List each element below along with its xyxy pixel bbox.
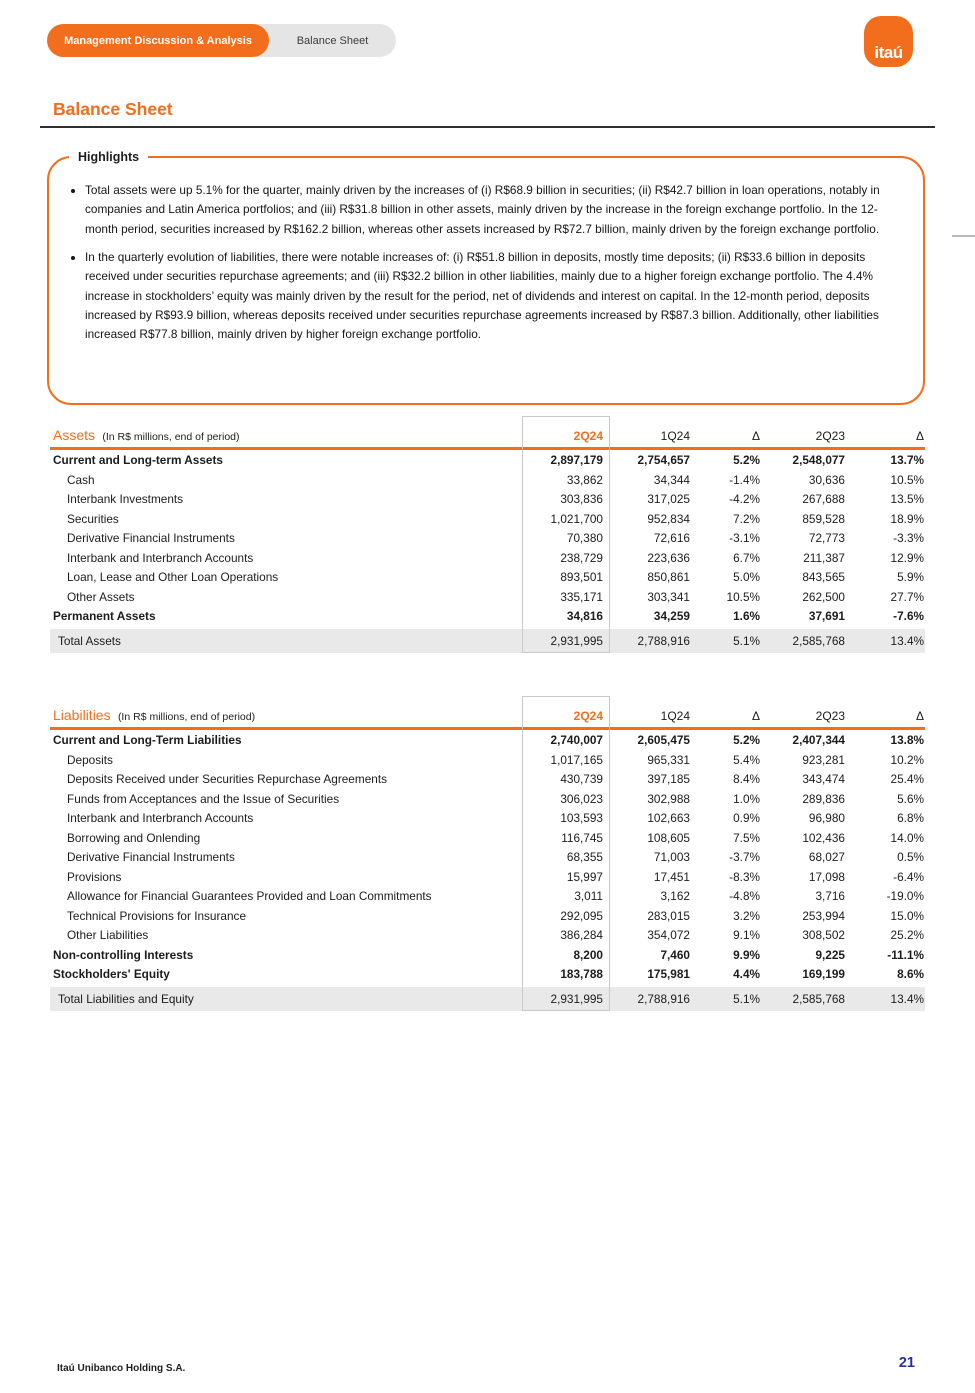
table-row [50,906,925,926]
value-cell: 72,616 [653,531,690,545]
value-cell: 25.2% [890,928,924,942]
value-cell: 8,200 [573,947,603,962]
value-cell: 354,072 [647,928,690,942]
value-cell: 13.4% [851,627,925,653]
breadcrumb-tab-management-discussion[interactable] [47,24,269,57]
value-cell: -11.1% [887,947,924,962]
value-cell: 1,021,700 [550,511,603,526]
value-cell: 6.7% [733,550,760,565]
value-cell: 5.6% [897,791,924,806]
table-row [50,509,925,529]
value-cell: 0.5% [897,850,924,864]
value-cell: 12.9% [890,550,924,565]
value-cell: 7.5% [733,830,760,845]
value-cell: 2,585,768 [766,627,851,653]
table-row [50,828,925,848]
value-cell: 71,003 [653,850,690,864]
value-cell: 96,980 [808,811,845,825]
column-header-δ: Δ [696,702,766,729]
row-label: Interbank and Interbranch Accounts [67,550,254,565]
value-cell: 5.1% [696,627,766,653]
value-cell: 13.5% [890,492,924,506]
value-cell: 238,729 [560,550,603,565]
value-cell: -3.1% [729,531,760,545]
table-row [50,606,925,627]
table-row [50,449,925,470]
assets-table [50,422,925,653]
highlight-bullet: • Total assets were up 5.1% for the quarter, mainly driven by the increases of (i) R$68.9 billion in securities; (ii) R$42.7 billion in loan operations, notably in companies and Latin America portfolios; and (iii) R$31.8 billion in other assets, mainly driven by the increase in the foreign exchange portfolio. In the 12-month period, securities increased by R$162.2 billion, whereas other assets increased by R$72.7 billion, mainly driven by the foreign exchange portfolio. [85,181,903,239]
value-cell: 2,548,077 [792,453,845,467]
value-cell: 335,171 [560,589,603,604]
value-cell: 34,344 [653,472,690,487]
value-cell: 5.2% [733,453,760,467]
value-cell: 2,788,916 [610,985,696,1011]
value-cell: 14.0% [890,830,924,845]
row-label: Derivative Financial Instruments [67,531,235,545]
value-cell: -7.6% [893,609,924,623]
value-cell: 68,355 [566,850,603,864]
value-cell: 9,225 [815,947,845,962]
value-cell: 965,331 [647,752,690,767]
assets-table-subtitle: (In R$ millions, end of period) [102,431,240,443]
value-cell: 262,500 [802,589,845,604]
value-cell: 223,636 [647,550,690,565]
breadcrumb-secondary-label: Balance Sheet [296,34,369,47]
value-cell: 102,436 [802,830,845,845]
value-cell: 9.9% [733,947,760,962]
page-number: 21 [898,1355,915,1371]
value-cell: 15.0% [890,908,924,923]
table-row [50,729,925,750]
value-cell: 850,861 [647,570,690,584]
value-cell: 3,162 [660,889,690,903]
value-cell: 34,259 [653,609,690,623]
value-cell: 2,931,995 [522,627,610,653]
table-row [50,945,925,965]
value-cell: 5.1% [696,985,766,1011]
table-row [50,470,925,490]
value-cell: 2,931,995 [522,985,610,1011]
column-header-2q24: 2Q24 [522,422,610,449]
value-cell: 1.6% [733,609,760,623]
value-cell: 2,740,007 [550,733,603,747]
value-cell: 430,739 [560,772,603,786]
table-row [50,750,925,770]
value-cell: 283,015 [647,908,690,923]
value-cell: 211,387 [803,550,845,565]
table-row [50,808,925,828]
value-cell: 893,501 [560,570,603,584]
row-label: Other Assets [67,589,135,604]
column-header-1q24: 1Q24 [610,702,696,729]
value-cell: 175,981 [647,967,690,981]
column-header-2q24: 2Q24 [522,702,610,729]
value-cell: 1,017,165 [550,752,603,767]
value-cell: 8.4% [733,772,760,786]
table-row [50,789,925,809]
breadcrumb-primary-label: Management Discussion & Analysis [64,34,252,47]
page-edge-mark [952,235,975,237]
liabilities-title-cell [50,702,522,729]
page-title: Balance Sheet [53,99,173,119]
row-label: Cash [67,472,95,487]
value-cell: 343,474 [802,772,845,786]
row-label: Interbank Investments [67,492,184,506]
value-cell: 183,788 [560,967,603,981]
row-label: Non-controlling Interests [53,947,194,962]
value-cell: 13.7% [890,453,924,467]
itau-logo-text: itaú [874,43,903,62]
table-row [50,867,925,887]
value-cell: 108,605 [647,830,690,845]
assets-table-title: Assets [53,427,96,443]
value-cell: 7.2% [733,511,760,526]
value-cell: 303,341 [647,589,690,604]
value-cell: 2,754,657 [637,453,690,467]
assets-title-cell [50,422,522,449]
row-label: Current and Long-term Assets [53,453,223,467]
table-row [50,567,925,587]
value-cell: 253,994 [802,908,845,923]
row-label: Loan, Lease and Other Loan Operations [67,570,279,584]
value-cell: 10.5% [890,472,924,487]
table-row [50,985,925,1011]
value-cell: 15,997 [566,869,603,884]
value-cell: 4.4% [733,967,760,981]
row-label: Permanent Assets [53,609,156,623]
value-cell: -19.0% [886,889,924,903]
table-row [50,769,925,789]
liabilities-table-subtitle: (In R$ millions, end of period) [117,711,256,723]
value-cell: 386,284 [560,928,603,942]
row-label: Securities [67,511,119,526]
value-cell: 292,095 [560,908,603,923]
column-header-δ: Δ [851,422,925,449]
value-cell: 9.1% [733,928,760,942]
value-cell: 308,502 [802,928,845,942]
row-label: Deposits Received under Securities Repurchase Agreements [67,772,387,786]
value-cell: -1.4% [729,472,760,487]
value-cell: 2,585,768 [766,985,851,1011]
value-cell: 70,380 [566,531,603,545]
value-cell: 952,834 [647,511,690,526]
value-cell: 859,528 [802,511,845,526]
row-label: Provisions [67,869,122,884]
value-cell: 2,788,916 [610,627,696,653]
value-cell: 5.2% [733,733,760,747]
itau-logo [864,16,913,67]
column-header-δ: Δ [851,702,925,729]
value-cell: -6.4% [893,869,924,884]
value-cell: 33,862 [566,472,603,487]
row-label: Allowance for Financial Guarantees Provided and Loan Commitments [67,889,432,903]
value-cell: 102,663 [647,811,690,825]
value-cell: 306,023 [560,791,603,806]
row-label: Total Assets [50,627,522,653]
table-row [50,964,925,985]
row-label: Total Liabilities and Equity [50,985,522,1011]
highlight-bullet: • In the quarterly evolution of liabilities, there were notable increases of: (i) R$51.8 billion in deposits, mostly time deposits; (ii) R$33.6 billion in deposits received under securities repurchase agreements; and (iii) R$32.2 billion in other liabilities, mainly due to a higher foreign exchange portfolio. The 4.4% increase in stockholders’ equity was mainly driven by the result for the period, net of dividends and interest on capital. In the 12-month period, deposits increased by R$93.9 billion, whereas deposits received under securities repurchase agreements increased by R$87.3 billion. Additionally, other liabilities increased R$77.8 billion, mainly driven by higher foreign exchange portfolio. [85,248,903,345]
row-label: Borrowing and Onlending [67,830,201,845]
table-row [50,847,925,867]
table-row [50,489,925,509]
value-cell: 0.9% [733,811,760,825]
value-cell: 302,988 [647,791,690,806]
title-divider [40,126,935,128]
value-cell: 267,688 [802,492,845,506]
value-cell: 303,836 [560,492,603,506]
value-cell: 843,565 [802,570,845,584]
value-cell: 169,199 [802,967,845,981]
value-cell: -4.8% [729,889,760,903]
liabilities-table [50,702,925,1011]
value-cell: 5.9% [897,570,924,584]
value-cell: 10.2% [890,752,924,767]
value-cell: 2,605,475 [637,733,690,747]
value-cell: 317,025 [647,492,690,506]
column-header-1q24: 1Q24 [610,422,696,449]
column-header-2q23: 2Q23 [766,702,851,729]
table-row [50,925,925,945]
value-cell: 10.5% [726,589,760,604]
row-label: Stockholders' Equity [53,967,170,981]
value-cell: 17,451 [653,869,690,884]
highlights-label: Highlights [78,150,140,164]
liabilities-table-title: Liabilities [53,707,111,723]
value-cell: 13.4% [851,985,925,1011]
row-label: Derivative Financial Instruments [67,850,235,864]
value-cell: -4.2% [729,492,760,506]
value-cell: 17,098 [808,869,845,884]
liabilities-header-row [50,702,925,729]
value-cell: 13.8% [890,733,924,747]
column-header-2q23: 2Q23 [766,422,851,449]
value-cell: 30,636 [808,472,845,487]
value-cell: 6.8% [897,811,924,825]
value-cell: -3.7% [729,850,760,864]
footer-company-name: Itaú Unibanco Holding S.A. [57,1363,186,1374]
value-cell: 25.4% [890,772,924,786]
row-label: Deposits [67,752,113,767]
value-cell: 2,897,179 [550,453,603,467]
row-label: Other Liabilities [67,928,149,942]
table-row [50,886,925,906]
value-cell: 27.7% [890,589,924,604]
value-cell: -8.3% [729,869,760,884]
table-row [50,587,925,607]
value-cell: 397,185 [647,772,690,786]
value-cell: 3.2% [733,908,760,923]
value-cell: 37,691 [808,609,845,623]
table-row [50,548,925,568]
assets-table-section [50,422,925,653]
value-cell: 289,836 [802,791,845,806]
value-cell: -3.3% [893,531,924,545]
value-cell: 3,011 [574,889,603,903]
table-row [50,627,925,653]
row-label: Funds from Acceptances and the Issue of Securities [67,791,340,806]
value-cell: 18.9% [890,511,924,526]
assets-header-row [50,422,925,449]
value-cell: 103,593 [560,811,603,825]
value-cell: 8.6% [897,967,924,981]
highlights-list [55,181,903,345]
row-label: Interbank and Interbranch Accounts [67,811,254,825]
value-cell: 1.0% [733,791,760,806]
value-cell: 7,460 [660,947,690,962]
value-cell: 116,745 [561,830,603,845]
table-row [50,528,925,548]
value-cell: 34,816 [566,609,603,623]
column-header-δ: Δ [696,422,766,449]
value-cell: 923,281 [802,752,845,767]
value-cell: 2,407,344 [792,733,845,747]
value-cell: 3,716 [815,889,845,903]
value-cell: 72,773 [808,531,845,545]
value-cell: 68,027 [808,850,845,864]
breadcrumb [47,24,396,57]
liabilities-table-section [50,702,925,1011]
highlights-box [47,150,925,405]
value-cell: 5.4% [733,752,760,767]
value-cell: 5.0% [733,570,760,584]
row-label: Technical Provisions for Insurance [67,908,247,923]
row-label: Current and Long-Term Liabilities [53,733,242,747]
